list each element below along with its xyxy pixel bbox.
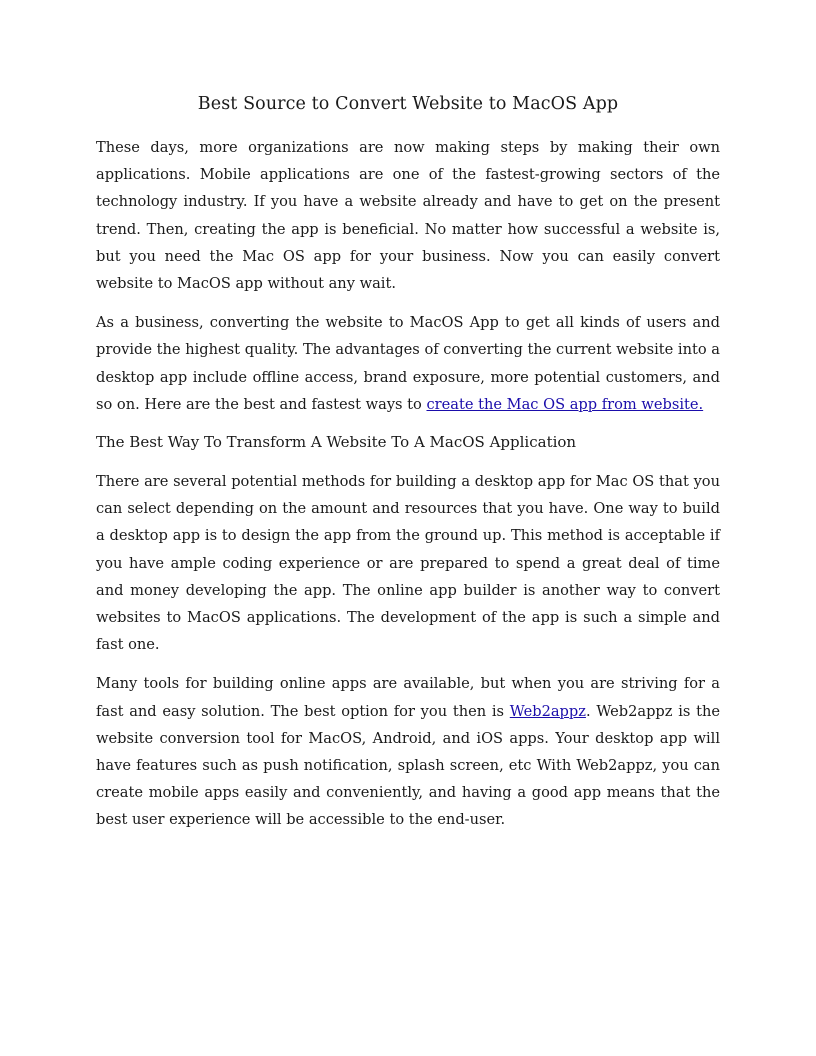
paragraph-advantages-text: As a business, converting the website to MacOS App to get all kinds of users and provide the highest quality. The advantages of converting the current website into a desktop app include offline access, brand exposure, more potential customers, and so on. Here are the best and fastest ways to bbox=[96, 314, 720, 413]
section-heading: The Best Way To Transform A Website To A MacOS Application bbox=[96, 433, 577, 452]
paragraph-advantages bbox=[96, 309, 720, 418]
paragraph-tools-text-b: . Web2appz is the website conversion tool for MacOS, Android, and iOS apps. Your desktop app will have features such as push notification, splash screen, etc With Web2appz, you can create mobile apps easily and conveniently, and having a good app means that the best user experience will be accessible to the end-user. bbox=[96, 702, 720, 829]
paragraph-tools-text-a: Many tools for building online apps are available, but when you are striving for a fast and easy solution. The best option for you then is bbox=[96, 675, 720, 720]
create-mac-app-link[interactable]: create the Mac OS app from website. bbox=[426, 395, 704, 413]
paragraph-intro: These days, more organizations are now making steps by making their own applications. Mobile applications are one of the fastest-growing sectors of the technology industry. If you have a website already and have to get on the present trend. Then, creating the app is beneficial. No matter how successful a website is, but you need the Mac OS app for your business. Now you can easily convert website to MacOS app without any wait. bbox=[96, 139, 720, 293]
document-page bbox=[96, 92, 720, 846]
paragraph-methods: There are several potential methods for building a desktop app for Mac OS that you can select depending on the amount and resources that you have. One way to build a desktop app is to design the app from the ground up. This method is acceptable if you have ample coding experience or are prepared to spend a great deal of time and money developing the app. The online app builder is another way to convert websites to MacOS applications. The development of the app is such a simple and fast one. bbox=[96, 473, 720, 654]
paragraph-tools bbox=[96, 670, 720, 833]
web2appz-link[interactable]: Web2appz bbox=[509, 702, 586, 720]
document-title: Best Source to Convert Website to MacOS App bbox=[197, 94, 619, 114]
